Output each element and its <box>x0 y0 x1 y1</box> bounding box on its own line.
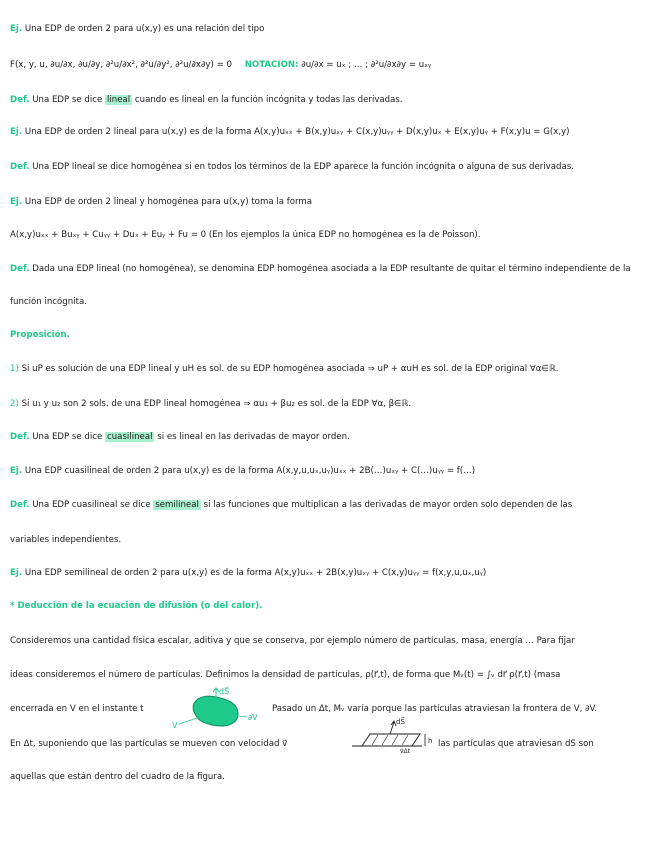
text: Dada una EDP lineal (no homogénea), se denomina EDP homogénea asociada a la EDP resultante de quitar el término independiente de la <box>32 264 631 274</box>
text: Una EDP cuasilineal de orden 2 para u(x,y) es de la forma A(x,y,u,uₓ,uᵧ)uₓₓ + 2B(…)uₓᵧ + C(…)uᵧᵧ = f(…) <box>24 466 476 476</box>
tag-def: Def. <box>10 95 30 105</box>
tag-ej: Ej. <box>10 127 23 137</box>
line-22-left <box>10 739 350 750</box>
text: aquellas que están dentro del cuadro de la figura. <box>10 772 225 782</box>
ds-label: dS⃗ <box>219 687 230 696</box>
tag-ej: Ej. <box>10 466 23 476</box>
line-1 <box>10 24 638 35</box>
line-9 <box>10 297 638 308</box>
volume-figure <box>172 688 262 732</box>
text: Una EDP de orden 2 lineal y homogénea para u(x,y) toma la forma <box>24 197 313 207</box>
text: Una EDP lineal se dice homogénea si en todos los términos de la EDP aparece la función incógnita o alguna de sus derivadas. <box>32 162 574 172</box>
text: F(x, y, u, ∂u/∂x, ∂u/∂y, ∂²u/∂x², ∂²u/∂y², ∂²u/∂x∂y) = 0 <box>10 60 232 70</box>
highlight-term: lineal <box>107 95 131 105</box>
text-after: ∂u/∂x = uₓ ; … ; ∂²u/∂x∂y = uₓᵧ <box>301 60 432 70</box>
tag-ej: Ej. <box>10 197 23 207</box>
line-8 <box>10 264 638 275</box>
section-heading: * Deducción de la ecuación de difusión (o del calor). <box>10 601 263 611</box>
hatch-4 <box>402 735 408 745</box>
highlight-term: semilineal <box>155 500 199 510</box>
item-number: 2) <box>10 399 19 409</box>
tag-ej: Ej. <box>10 24 23 34</box>
line-23 <box>10 772 638 783</box>
line-3 <box>10 95 638 106</box>
volume-blob <box>193 696 238 726</box>
line-22-right <box>438 739 638 750</box>
parallelogram <box>362 734 420 746</box>
text: Una EDP de orden 2 lineal para u(x,y) es de la forma A(x,y)uₓₓ + B(x,y)uₓᵧ + C(x,y)uᵧᵧ + D(x,y)uₓ + E(x,y)uᵧ + F(x,y)u = G(x,y) <box>24 127 570 137</box>
line-11 <box>10 364 638 375</box>
text: Una EDP de orden 2 para u(x,y) es una relación del tipo <box>24 24 265 34</box>
text-post: si es lineal en las derivadas de mayor orden. <box>157 432 350 442</box>
text: En Δt, suponiendo que las partículas se mueven con velocidad v⃗ <box>10 739 288 749</box>
line-20 <box>10 670 638 681</box>
text-pre: Una EDP se dice <box>32 95 103 105</box>
tag-def: Def. <box>10 162 30 172</box>
text: función incógnita. <box>10 297 87 307</box>
text: las partículas que atraviesan dS⃗ son <box>438 739 594 749</box>
line-21-left <box>10 704 190 715</box>
text-post: si las funciones que multiplican a las derivadas de mayor orden solo dependen de las <box>203 500 573 510</box>
highlight-term: cuasilineal <box>107 432 153 442</box>
line-19 <box>10 636 638 647</box>
h-label: h <box>428 737 433 745</box>
line-15 <box>10 500 638 511</box>
line-10 <box>10 330 638 341</box>
line-16 <box>10 535 638 546</box>
text: ideas consideremos el número de partículas. Definimos la densidad de partículas, ρ(r⃗,t), de forma que Mᵥ(t) = ∫ᵥ dr⃗ ρ(r⃗,t) (masa <box>10 670 561 680</box>
v-pointer <box>179 717 200 724</box>
item-number: 1) <box>10 364 19 374</box>
ds-label: dS⃗ <box>396 718 405 726</box>
tag-ej: Ej. <box>10 568 23 578</box>
dv-label: ∂V <box>248 713 258 722</box>
line-14 <box>10 466 638 477</box>
hatch-1 <box>372 735 378 745</box>
text: A(x,y)uₓₓ + Buₓᵧ + Cuᵧᵧ + Duₓ + Euᵧ + Fu = 0 (En los ejemplos la única EDP no homogénea es la de Poisson). <box>10 230 481 240</box>
line-18 <box>10 601 638 612</box>
flux-figure <box>350 718 436 754</box>
hatch-2 <box>382 735 388 745</box>
text: Si u₁ y u₂ son 2 sols. de una EDP lineal homogénea ⇒ αu₁ + βu₂ es sol. de la EDP ∀α, β∈ℝ. <box>21 399 412 409</box>
text-pre: Una EDP se dice <box>32 432 103 442</box>
text-pre: Una EDP cuasilineal se dice <box>32 500 151 510</box>
text: Una EDP semilineal de orden 2 para u(x,y) es de la forma A(x,y)uₓₓ + 2B(x,y)uₓᵧ + C(x,y)uᵧᵧ = f(x,y,u,uₓ,uᵧ) <box>24 568 487 578</box>
line-2 <box>10 60 638 71</box>
line-21-right <box>272 704 638 715</box>
dv-pointer <box>238 716 247 717</box>
line-13 <box>10 432 638 443</box>
hatch-3 <box>392 735 398 745</box>
text: Si uP es solución de una EDP lineal y uH es sol. de su EDP homogénea asociada ⇒ uP + αuH es sol. de la EDP original ∀α∈ℝ. <box>21 364 559 374</box>
vdt-label: v⃗Δt <box>400 748 411 755</box>
tag-def: Def. <box>10 432 30 442</box>
line-7 <box>10 230 638 241</box>
text: encerrada en V en el instante t <box>10 704 144 714</box>
v-label: V <box>172 721 178 730</box>
heading-proposicion: Proposición. <box>10 330 70 340</box>
line-17 <box>10 568 638 579</box>
line-4 <box>10 127 638 138</box>
text: Pasado un Δt, Mᵥ varía porque las partículas atraviesan la frontera de V, ∂V. <box>272 704 598 714</box>
text: Consideremos una cantidad física escalar, aditiva y que se conserva, por ejemplo número de partículas, masa, energía … Para fijar <box>10 636 575 646</box>
text-post: cuando es lineal en la función incógnita y todas las derivadas. <box>134 95 403 105</box>
line-5 <box>10 162 638 173</box>
tag-def: Def. <box>10 264 30 274</box>
tag-def: Def. <box>10 500 30 510</box>
tag-notacion: NOTACIÓN: <box>244 60 299 70</box>
line-12 <box>10 399 638 410</box>
text: variables independientes. <box>10 535 122 545</box>
line-6 <box>10 197 638 208</box>
